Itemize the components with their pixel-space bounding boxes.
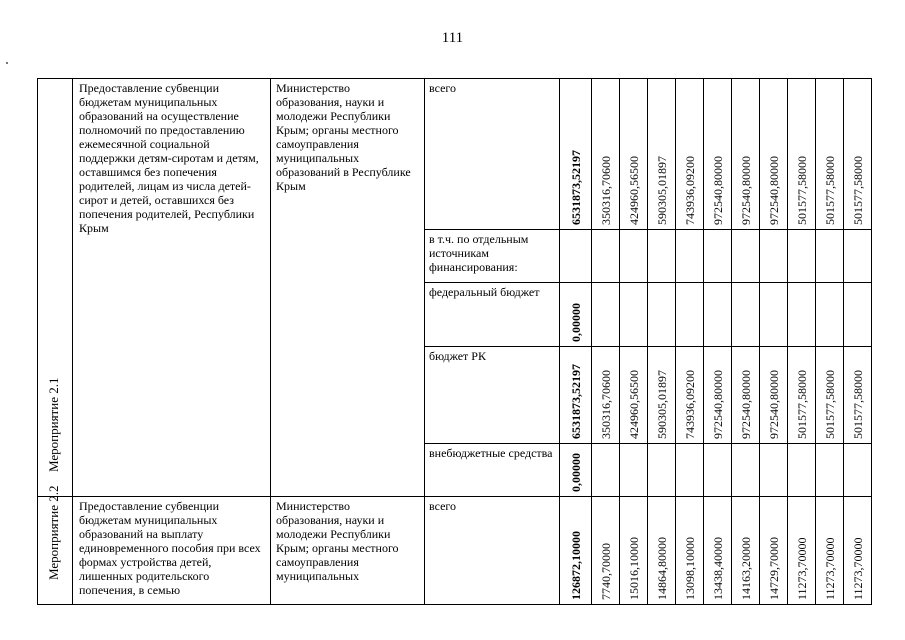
year-cell xyxy=(648,347,676,444)
year-value: 972540,80000 xyxy=(710,370,725,439)
year-cell xyxy=(592,230,620,283)
year-cell xyxy=(816,230,844,283)
year-cell xyxy=(788,230,816,283)
total-value: 0,00000 xyxy=(568,303,583,342)
total-value: 0,00000 xyxy=(568,453,583,492)
event-label: Мероприятие 2.1 xyxy=(46,377,61,472)
event-label-cell xyxy=(38,79,73,497)
year-value: 13098,10000 xyxy=(682,537,697,600)
year-cell xyxy=(760,230,788,283)
total-cell xyxy=(560,230,592,283)
event-label-cell xyxy=(38,485,73,605)
year-value: 11273,70000 xyxy=(850,537,865,600)
year-value: 501577,58000 xyxy=(850,156,865,225)
year-value: 7740,70000 xyxy=(598,543,613,600)
budget-table xyxy=(37,78,872,605)
year-cell xyxy=(592,497,620,605)
total-cell xyxy=(560,497,592,605)
page-number: 111 xyxy=(441,30,464,46)
year-cell xyxy=(844,444,872,497)
year-cell xyxy=(592,79,620,230)
event-description: Предоставление субвенции бюджетам муниципальных образований на осуществление полномочий по предоставлению ежемесячной социальной поддержки детям-сиротам и детям, оставшимся без попечения родителей, лицам из числа детей-сирот и детей, оставшихся без попечения родителей, Республики Крым xyxy=(73,79,271,497)
year-value: 501577,58000 xyxy=(822,156,837,225)
year-cell xyxy=(620,79,648,230)
year-cell xyxy=(676,79,704,230)
year-cell xyxy=(704,497,732,605)
year-cell xyxy=(676,497,704,605)
year-cell xyxy=(760,444,788,497)
funding-source: внебюджетные средства xyxy=(425,444,560,497)
year-value: 501577,58000 xyxy=(822,370,837,439)
year-value: 743936,09200 xyxy=(682,156,697,225)
year-cell xyxy=(816,283,844,347)
year-cell xyxy=(620,444,648,497)
year-cell xyxy=(844,283,872,347)
year-value: 424960,56500 xyxy=(626,370,641,439)
year-value: 14163,20000 xyxy=(738,537,753,600)
year-cell xyxy=(732,497,760,605)
table-row xyxy=(38,497,872,605)
year-value: 972540,80000 xyxy=(738,370,753,439)
year-cell xyxy=(648,230,676,283)
year-cell xyxy=(676,444,704,497)
year-value: 15016,10000 xyxy=(626,537,641,600)
year-cell xyxy=(816,497,844,605)
year-cell xyxy=(844,347,872,444)
total-cell xyxy=(560,347,592,444)
year-value: 590305,01897 xyxy=(654,370,669,439)
year-value: 14729,70000 xyxy=(766,537,781,600)
year-cell xyxy=(732,347,760,444)
year-value: 13438,40000 xyxy=(710,537,725,600)
year-cell xyxy=(592,347,620,444)
year-value: 350316,70600 xyxy=(598,370,613,439)
event-responsible: Министерство образования, науки и молодежи Республики Крым; органы местного самоуправления муниципальных образований в Республике Крым xyxy=(271,79,425,497)
year-value: 743936,09200 xyxy=(682,370,697,439)
year-cell xyxy=(844,79,872,230)
year-cell xyxy=(760,347,788,444)
event-label: Мероприятие 2.2 xyxy=(46,485,61,580)
year-cell xyxy=(788,444,816,497)
table-row xyxy=(38,79,872,230)
year-cell xyxy=(676,283,704,347)
year-cell xyxy=(648,79,676,230)
year-cell xyxy=(844,497,872,605)
funding-source: бюджет РК xyxy=(425,347,560,444)
total-cell xyxy=(560,444,592,497)
year-value: 350316,70600 xyxy=(598,156,613,225)
funding-source: всего xyxy=(425,497,560,605)
year-value: 11273,70000 xyxy=(822,537,837,600)
year-cell xyxy=(732,230,760,283)
year-cell xyxy=(648,497,676,605)
year-cell xyxy=(620,497,648,605)
year-cell xyxy=(592,444,620,497)
year-cell xyxy=(788,347,816,444)
year-cell xyxy=(704,347,732,444)
year-cell xyxy=(760,79,788,230)
year-cell xyxy=(732,444,760,497)
event-responsible: Министерство образования, науки и молодежи Республики Крым; органы местного самоуправления муниципальных xyxy=(271,497,425,605)
year-value: 972540,80000 xyxy=(766,156,781,225)
year-value: 14864,80000 xyxy=(654,537,669,600)
year-cell xyxy=(704,230,732,283)
year-value: 590305,01897 xyxy=(654,156,669,225)
total-value: 6531873,52197 xyxy=(568,364,583,439)
year-value: 972540,80000 xyxy=(710,156,725,225)
year-value: 972540,80000 xyxy=(766,370,781,439)
year-cell xyxy=(620,283,648,347)
year-cell xyxy=(816,79,844,230)
year-cell xyxy=(732,283,760,347)
year-cell xyxy=(676,347,704,444)
year-cell xyxy=(760,497,788,605)
year-cell xyxy=(788,497,816,605)
year-value: 11273,70000 xyxy=(794,537,809,600)
scan-speck xyxy=(6,62,8,64)
year-cell xyxy=(704,444,732,497)
total-value: 126872,10000 xyxy=(568,531,583,600)
year-cell xyxy=(648,283,676,347)
year-cell xyxy=(704,79,732,230)
total-cell xyxy=(560,283,592,347)
funding-source: всего xyxy=(425,79,560,230)
year-cell xyxy=(732,79,760,230)
year-cell xyxy=(704,283,732,347)
year-cell xyxy=(788,283,816,347)
year-value: 501577,58000 xyxy=(794,156,809,225)
year-cell xyxy=(816,347,844,444)
year-value: 424960,56500 xyxy=(626,156,641,225)
year-cell xyxy=(844,230,872,283)
year-cell xyxy=(816,444,844,497)
event-description: Предоставление субвенции бюджетам муниципальных образований на выплату единовременного пособия при всех формах устройства детей, лишенных родительского попечения, в семью xyxy=(73,497,271,605)
year-cell xyxy=(648,444,676,497)
year-cell xyxy=(620,347,648,444)
year-value: 501577,58000 xyxy=(850,370,865,439)
funding-source: федеральный бюджет xyxy=(425,283,560,347)
year-cell xyxy=(620,230,648,283)
total-cell xyxy=(560,79,592,230)
funding-source: в т.ч. по отдельным источникам финансирования: xyxy=(425,230,560,283)
year-value: 972540,80000 xyxy=(738,156,753,225)
year-cell xyxy=(788,79,816,230)
total-value: 6531873,52197 xyxy=(568,150,583,225)
year-cell xyxy=(592,283,620,347)
year-cell xyxy=(676,230,704,283)
year-cell xyxy=(760,283,788,347)
year-value: 501577,58000 xyxy=(794,370,809,439)
